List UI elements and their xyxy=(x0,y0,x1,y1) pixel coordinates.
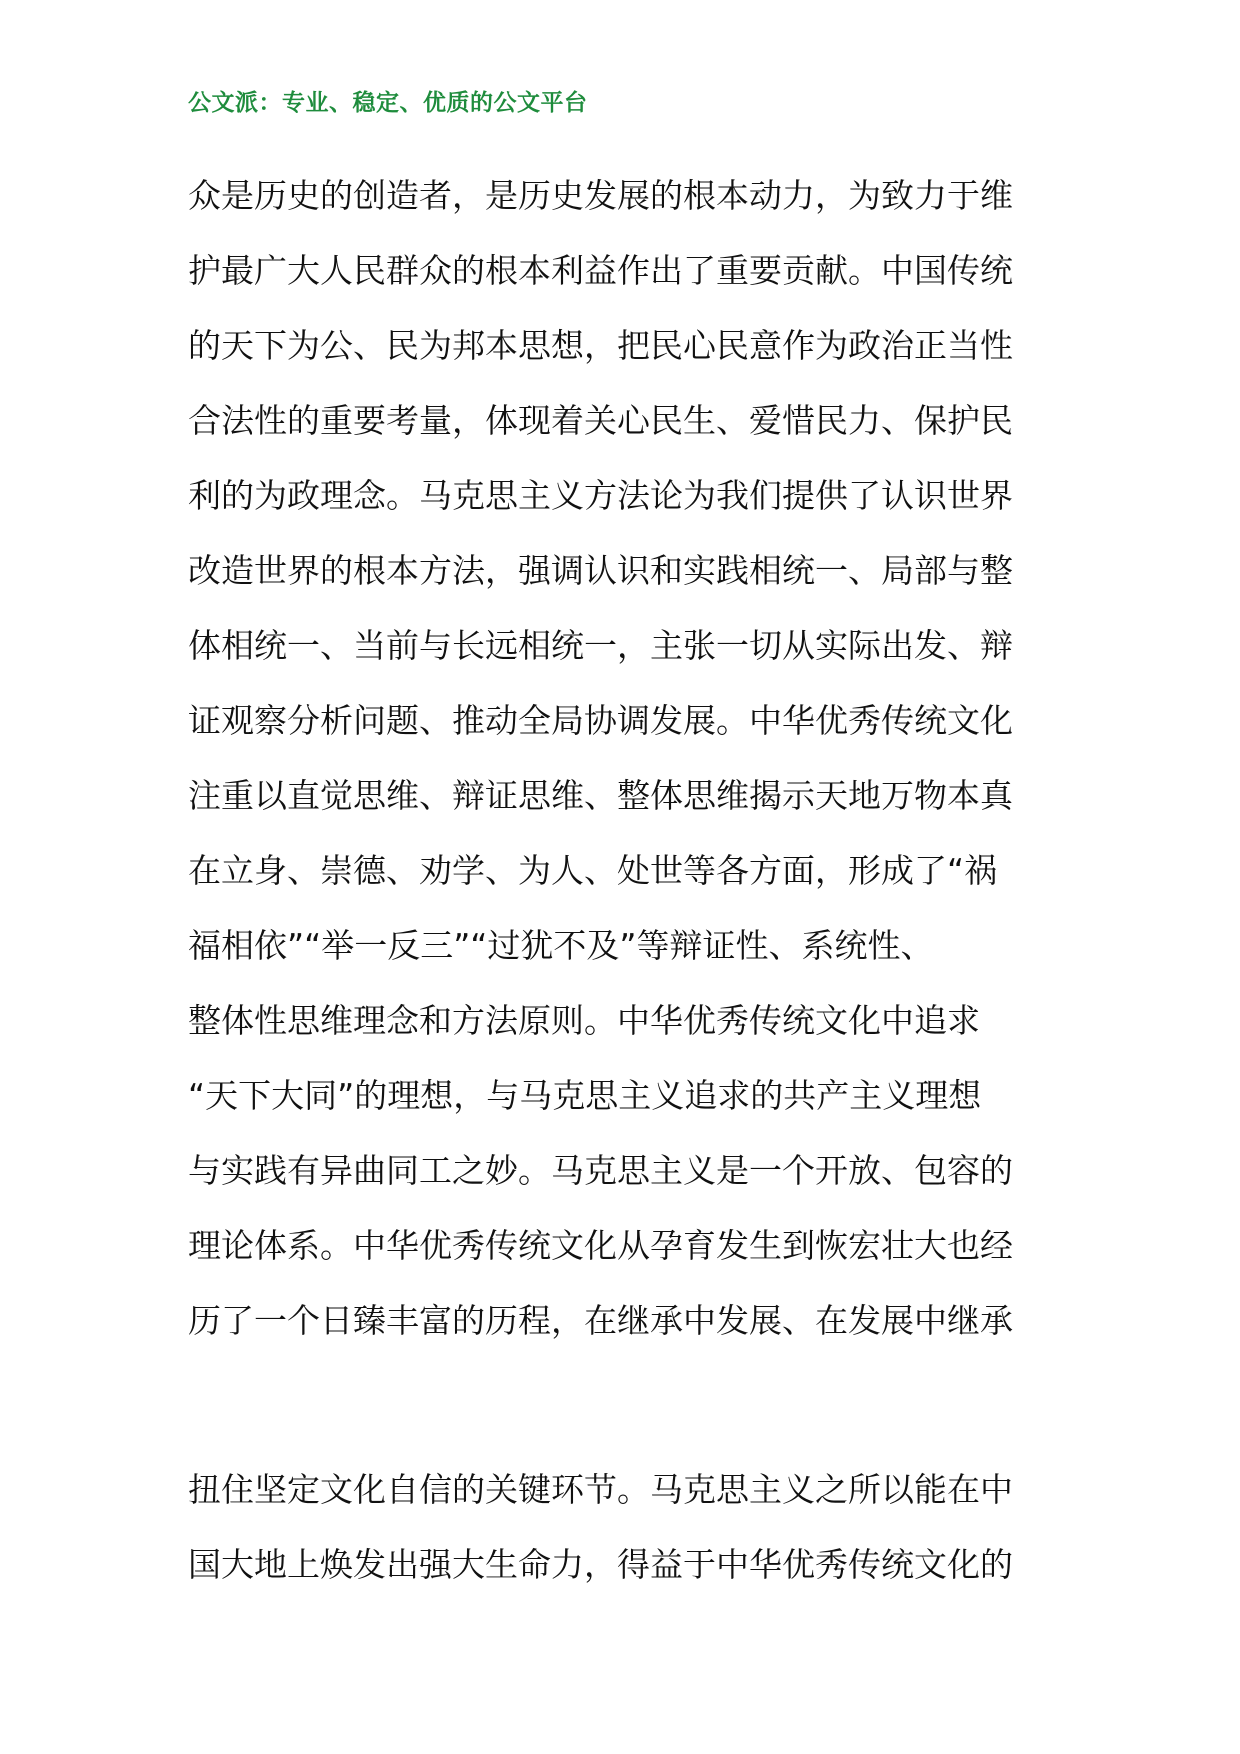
text-line: 体相统一、当前与长远相统一，主张一切从实际出发、辩 xyxy=(188,626,1013,665)
text-line: 理论体系。中华优秀传统文化从孕育发生到恢宏壮大也经 xyxy=(188,1226,1013,1265)
text-line: 扭住坚定文化自信的关键环节。马克思主义之所以能在中 xyxy=(188,1470,1013,1509)
body-paragraph-2 xyxy=(188,1452,1068,1602)
text-line: 众是历史的创造者，是历史发展的根本动力，为致力于维 xyxy=(188,176,1013,215)
body-paragraph-1 xyxy=(188,158,1068,1358)
text-line: 的天下为公、民为邦本思想，把民心民意作为政治正当性 xyxy=(188,326,1013,365)
text-line: 利的为政理念。马克思主义方法论为我们提供了认识世界 xyxy=(188,476,1013,515)
text-line: 福相依”“举一反三”“过犹不及”等辩证性、系统性、 xyxy=(188,926,934,965)
text-line: 与实践有异曲同工之妙。马克思主义是一个开放、包容的 xyxy=(188,1151,1013,1190)
text-line: 证观察分析问题、推动全局协调发展。中华优秀传统文化 xyxy=(188,701,1013,740)
page-header-slogan: 公文派：专业、稳定、优质的公文平台 xyxy=(188,89,588,116)
text-line: 改造世界的根本方法，强调认识和实践相统一、局部与整 xyxy=(188,551,1013,590)
text-line: “天下大同”的理想，与马克思主义追求的共产主义理想 xyxy=(188,1076,982,1115)
text-line: 整体性思维理念和方法原则。中华优秀传统文化中追求 xyxy=(188,1001,980,1040)
text-line: 合法性的重要考量，体现着关心民生、爱惜民力、保护民 xyxy=(188,401,1013,440)
text-line: 国大地上焕发出强大生命力，得益于中华优秀传统文化的 xyxy=(188,1545,1013,1584)
text-line: 护最广大人民群众的根本利益作出了重要贡献。中国传统 xyxy=(188,251,1013,290)
text-line: 在立身、崇德、劝学、为人、处世等各方面，形成了“祸 xyxy=(188,851,998,890)
text-line: 注重以直觉思维、辩证思维、整体思维揭示天地万物本真 xyxy=(188,776,1013,815)
text-line: 历了一个日臻丰富的历程，在继承中发展、在发展中继承 xyxy=(188,1301,1013,1340)
